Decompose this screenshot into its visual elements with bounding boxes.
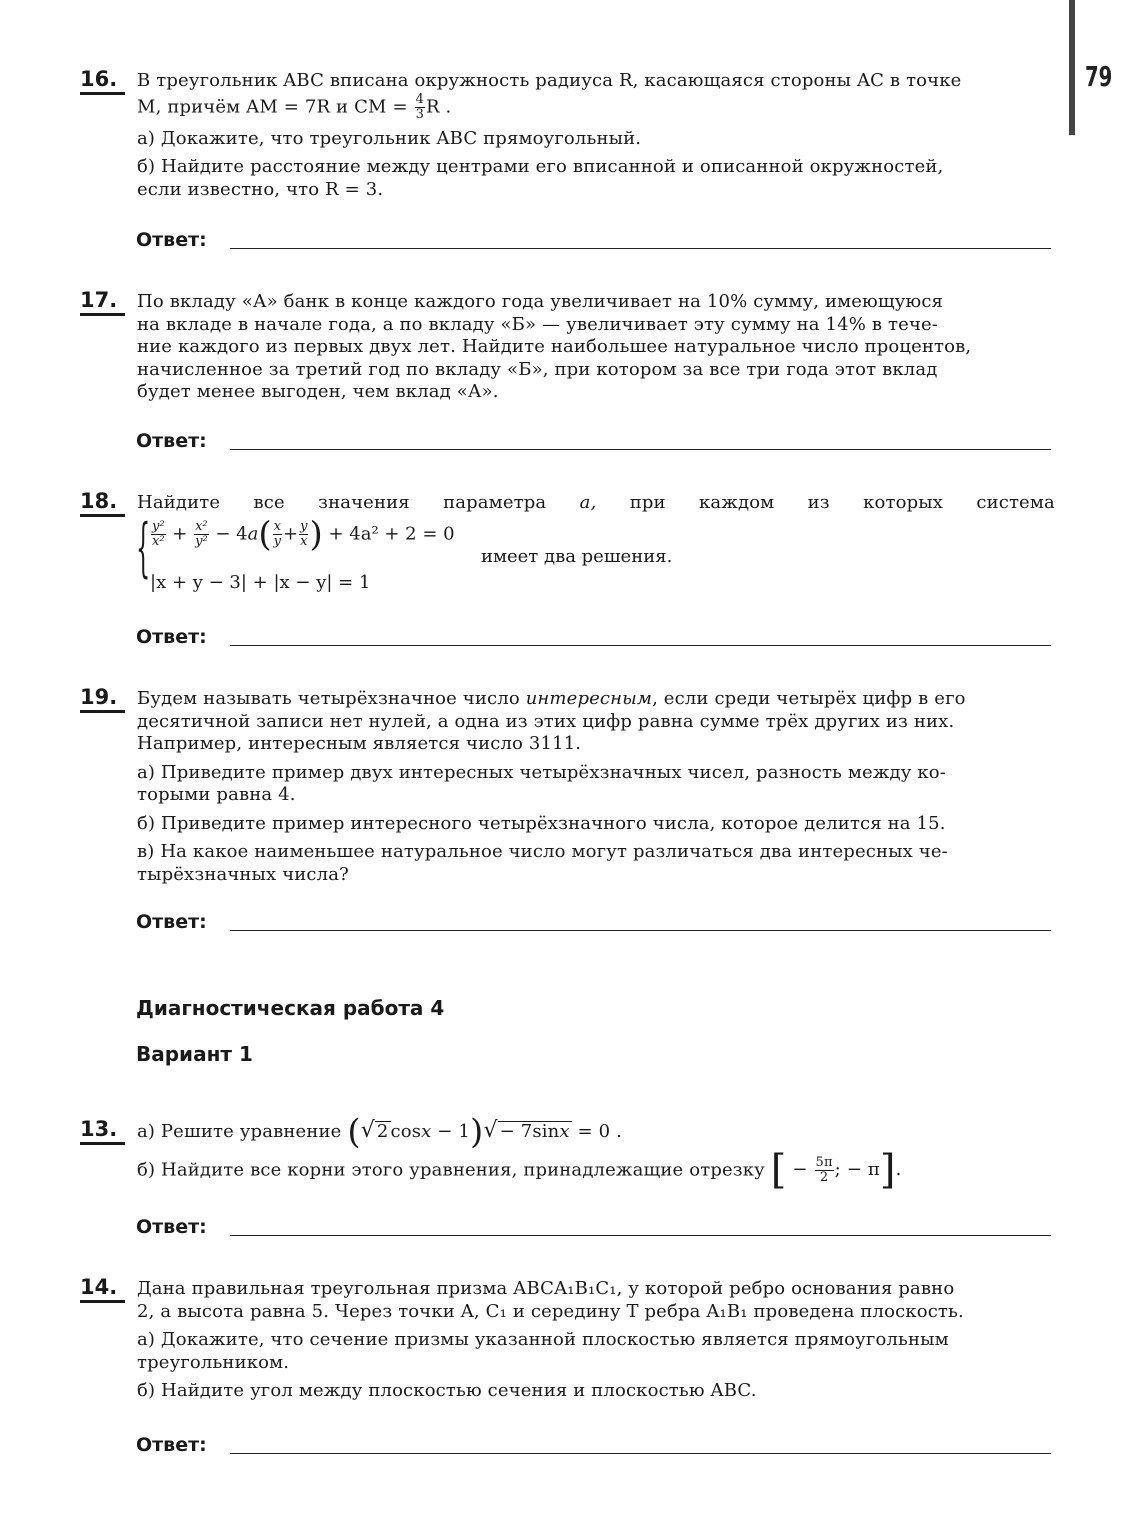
problem-line: на вкладе в начале года, а по вкладу «Б» — увеличивает эту сумму на 14% в тече- xyxy=(137,313,939,335)
variant-title: Вариант 1 xyxy=(136,1042,253,1066)
problem-line xyxy=(137,1112,1055,1152)
part-b: б) Найдите все корни этого уравнения, принадлежащие отрезку xyxy=(137,1159,765,1180)
problem-line xyxy=(137,688,1055,711)
part-a: а) Докажите, что треугольник ABC прямоугольный. xyxy=(137,127,642,149)
word: Найдите xyxy=(137,492,221,513)
part-a-cont: торыми равна 4. xyxy=(137,784,296,805)
problem-text xyxy=(137,70,1055,201)
answer-label: Ответ: xyxy=(136,1434,207,1456)
part-a: а) Приведите пример двух интересных четырёхзначных чисел, разность между ко- xyxy=(137,761,946,783)
part-b: б) Найдите расстояние между центрами его вписанной и описанной окружностей, xyxy=(137,156,944,177)
system-brace: { xyxy=(136,511,151,585)
problem-line-part: Будем называть четырёхзначное число xyxy=(137,688,520,709)
problem-number: 19. xyxy=(80,684,125,713)
equation-system xyxy=(136,511,736,600)
equation: (√ 2 cosx − 1)√ − 7sinx = 0 . xyxy=(347,1112,622,1152)
interval: [ − $\frac{5\pi}{2}$ ; − π]. xyxy=(770,1147,902,1193)
section-title: Диагностическая работа 4 xyxy=(136,996,445,1020)
answer-14 xyxy=(136,1434,1056,1458)
answer-16 xyxy=(136,229,1056,253)
answer-line[interactable] xyxy=(230,248,1051,249)
fraction: $\frac{x}{y}$ xyxy=(273,519,281,549)
answer-label: Ответ: xyxy=(136,1216,207,1238)
answer-19 xyxy=(136,911,1056,935)
problem-line xyxy=(137,1147,1055,1193)
problem-number: 14. xyxy=(80,1274,125,1303)
fraction: $\frac{\text{x²}}{\text{y²}}$ xyxy=(195,519,208,549)
answer-line[interactable] xyxy=(230,645,1051,646)
word: значения xyxy=(318,492,410,513)
problem-text xyxy=(137,1112,1055,1193)
system-suffix: имеет два решения. xyxy=(481,546,673,567)
problem-number: 16. xyxy=(80,66,125,95)
problem-19 xyxy=(80,685,1055,886)
part-a-cont: треугольником. xyxy=(137,1351,290,1373)
answer-line[interactable] xyxy=(230,1453,1051,1454)
problem-text xyxy=(137,1278,1055,1403)
part-b: б) Найдите угол между плоскостью сечения и плоскостью ABC. xyxy=(137,1380,757,1401)
equation-1-tail: + 4a² + 2 = 0 xyxy=(328,523,455,545)
problem-line-part: R . xyxy=(425,96,452,117)
problem-text xyxy=(137,492,1055,515)
problem-number: 13. xyxy=(80,1116,125,1145)
word: каждом xyxy=(698,492,775,513)
equation-2: |x + y − 3| + |x − y| = 1 xyxy=(150,572,371,593)
fraction: $\frac{\text{y²}}{\text{x²}}$ xyxy=(152,519,165,549)
part-a: а) Докажите, что сечение призмы указанной плоскостью является прямоугольным xyxy=(137,1329,949,1350)
word: все xyxy=(253,492,285,513)
problem-line-part: M, причём AM = 7R и CM = xyxy=(137,96,408,117)
problem-line: начисленное за третий год по вкладу «Б», при котором за все три года этот вклад xyxy=(137,358,938,380)
answer-18 xyxy=(136,626,1056,650)
part-b-cont: если известно, что R = 3. xyxy=(137,178,384,200)
problem-line: будет менее выгоден, чем вклад «А». xyxy=(137,381,499,402)
problem-line: 2, а высота равна 5. Через точки A, C₁ и середину T ребра A₁B₁ проведена плоскость. xyxy=(137,1300,964,1322)
word: система xyxy=(976,492,1055,513)
equation-1: $\frac{\text{y²}}{\text{x²}}$ + $\frac{\text{x²}}{\text{y²}}$ − 4a( $\frac{x}{y}$ + $\frac{y}{x}$ ) + 4a² + 2 = 0 xyxy=(152,514,455,555)
problem-14 xyxy=(80,1275,1055,1403)
problem-text xyxy=(137,688,1055,886)
fraction: $\frac{5\pi}{2}$ xyxy=(815,1154,833,1185)
answer-line[interactable] xyxy=(230,449,1051,450)
answer-label: Ответ: xyxy=(136,430,207,452)
part-a: а) Решите уравнение xyxy=(137,1121,342,1142)
problem-line: десятичной записи нет нулей, а одна из этих цифр равна сумме трёх других из них. xyxy=(137,710,955,732)
fraction: $\frac{y}{x}$ xyxy=(300,519,308,549)
answer-label: Ответ: xyxy=(136,911,207,933)
answer-13 xyxy=(136,1216,1056,1240)
problem-number: 17. xyxy=(80,287,125,316)
part-b: б) Приведите пример интересного четырёхзначного числа, которое делится на 15. xyxy=(137,812,946,834)
answer-label: Ответ: xyxy=(136,626,207,648)
word: a, xyxy=(579,492,597,513)
emphasis: интересным xyxy=(525,688,653,709)
problem-line: Например, интересным является число 3111. xyxy=(137,733,582,754)
answer-label: Ответ: xyxy=(136,229,207,251)
problem-line: В треугольник ABC вписана окружность радиуса R, касающаяся стороны AC в точке xyxy=(137,70,962,91)
problem-text xyxy=(137,291,1055,404)
problem-line: Дана правильная треугольная призма ABCA₁B₁C₁, у которой ребро основания равно xyxy=(137,1278,955,1299)
fraction-numerator: 4 xyxy=(415,91,424,107)
problem-line: По вкладу «А» банк в конце каждого года увеличивает на 10% сумму, имеющуюся xyxy=(137,291,944,312)
answer-line[interactable] xyxy=(230,1235,1051,1236)
word: при xyxy=(629,492,666,513)
page-number: 79 xyxy=(1085,60,1113,93)
fraction-denominator: 3 xyxy=(415,106,424,122)
part-c-cont: тырёхзначных числа? xyxy=(137,863,349,885)
problem-line: ние каждого из первых двух лет. Найдите наибольшее натуральное число процентов, xyxy=(137,336,972,357)
problem-line-part: , если среди четырёх цифр в его xyxy=(652,688,966,709)
word: параметра xyxy=(443,492,547,513)
part-c: в) На какое наименьшее натуральное число могут различаться два интересных че- xyxy=(137,841,948,862)
answer-line[interactable] xyxy=(230,930,1051,931)
answer-17 xyxy=(136,430,1056,454)
fraction xyxy=(415,93,425,122)
problem-line xyxy=(137,93,1055,122)
problem-18 xyxy=(80,489,1055,515)
word: из xyxy=(807,492,830,513)
problem-17 xyxy=(80,288,1055,404)
margin-bar xyxy=(1069,0,1075,135)
problem-number: 18. xyxy=(80,488,125,517)
problem-16 xyxy=(80,67,1055,201)
word: которых xyxy=(863,492,944,513)
problem-13 xyxy=(80,1112,1055,1193)
